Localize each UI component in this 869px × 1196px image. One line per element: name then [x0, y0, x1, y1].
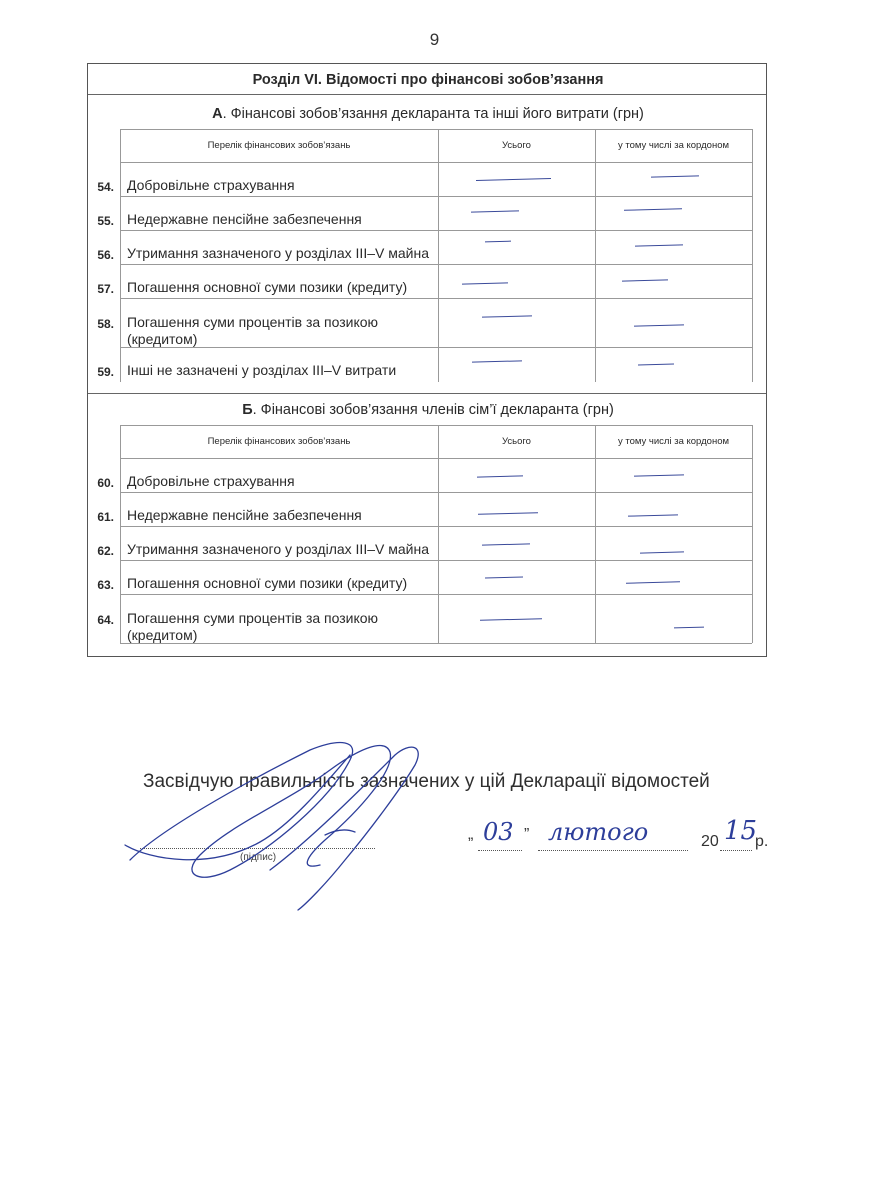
part-b-title-text: . Фінансові зобов’язання членів сім’ї декларанта (грн) [252, 402, 614, 418]
date-year-suffix: 15 [724, 816, 758, 846]
signature-mark [120, 730, 450, 920]
table-b-head-bottom [120, 458, 752, 459]
row-number: 55. [97, 214, 114, 228]
table-a-top [120, 129, 752, 130]
col-line [438, 425, 439, 643]
row-number: 57. [97, 282, 114, 296]
part-a-title [88, 106, 768, 122]
handwritten-dash [480, 618, 542, 621]
handwritten-dash [477, 475, 523, 477]
row-label: Недержавне пенсійне забезпечення [127, 211, 362, 227]
col-line [120, 129, 121, 382]
handwritten-dash [635, 244, 683, 246]
row-line [120, 560, 752, 561]
row-number: 63. [97, 578, 114, 592]
row-number: 58. [97, 317, 114, 331]
col-header-total: Усього [502, 140, 531, 151]
signature-caption: (підпис) [240, 852, 277, 863]
row-number: 54. [97, 180, 114, 194]
col-line [120, 425, 121, 643]
handwritten-dash [482, 543, 530, 545]
date-year-abbr: р. [755, 833, 769, 850]
table-b-top [120, 425, 752, 426]
col-line [752, 425, 753, 643]
handwritten-dash [638, 364, 674, 366]
year-line [720, 850, 752, 851]
handwritten-dash [478, 512, 538, 515]
handwritten-dash [640, 551, 684, 553]
handwritten-dash [674, 627, 704, 629]
handwritten-dash [634, 474, 684, 476]
divider [88, 393, 766, 394]
handwritten-dash [626, 581, 680, 583]
handwritten-dash [476, 178, 551, 181]
col-line [438, 129, 439, 382]
row-number: 60. [97, 476, 114, 490]
row-line [120, 264, 752, 265]
row-number: 62. [97, 544, 114, 558]
row-label: Утримання зазначеного у розділах III–V майна [127, 245, 429, 261]
day-line [478, 850, 522, 851]
col-header-abroad: у тому числі за кордоном [617, 140, 730, 151]
certification-statement: Засвідчую правильність зазначених у цій Декларації відомостей [143, 771, 710, 792]
col-line [595, 425, 596, 643]
table-a-head-bottom [120, 162, 752, 163]
part-b-letter: Б [242, 402, 253, 418]
handwritten-dash [462, 282, 508, 284]
col-header-list: Перелік фінансових зобов’язань [207, 140, 351, 151]
row-number: 59. [97, 365, 114, 379]
date-month: лютого [548, 818, 649, 846]
handwritten-dash [472, 360, 522, 362]
handwritten-dash [651, 175, 699, 177]
row-label: Погашення суми процентів за позикою (кредитом) [127, 314, 379, 347]
row-number: 61. [97, 510, 114, 524]
form-frame [87, 63, 767, 657]
section-title: Розділ VI. Відомості про фінансові зобов’язання [252, 72, 604, 88]
date-quote-open: „ [468, 826, 474, 843]
row-line [120, 230, 752, 231]
date-year-prefix: 20 [701, 833, 719, 850]
row-label: Утримання зазначеного у розділах III–V майна [127, 541, 429, 557]
row-line [120, 298, 752, 299]
row-label: Погашення суми процентів за позикою (кредитом) [127, 610, 379, 643]
handwritten-dash [624, 208, 682, 211]
row-line [120, 526, 752, 527]
month-line [538, 850, 688, 851]
col-header-abroad: у тому числі за кордоном [617, 436, 730, 447]
divider [88, 94, 766, 95]
row-line [120, 196, 752, 197]
row-label: Добровільне страхування [127, 177, 295, 193]
row-number: 56. [97, 248, 114, 262]
row-label: Добровільне страхування [127, 473, 295, 489]
row-label: Погашення основної суми позики (кредиту) [127, 279, 408, 295]
col-line [752, 129, 753, 382]
part-a-letter: А [212, 106, 223, 122]
col-header-list: Перелік фінансових зобов’язань [207, 436, 351, 447]
date-quote-close: ” [524, 826, 530, 843]
handwritten-dash [628, 514, 678, 516]
part-b-title [88, 402, 768, 418]
row-line [120, 492, 752, 493]
col-header-total: Усього [502, 436, 531, 447]
row-label: Інші не зазначені у розділах III–V витрати [127, 362, 397, 378]
handwritten-dash [485, 577, 523, 579]
page-number: 9 [429, 30, 440, 49]
col-line [595, 129, 596, 382]
handwritten-dash [622, 279, 668, 281]
row-label: Погашення основної суми позики (кредиту) [127, 575, 408, 591]
date-day: 03 [483, 818, 514, 846]
row-number: 64. [97, 613, 114, 627]
row-line [120, 594, 752, 595]
handwritten-dash [482, 315, 532, 317]
handwritten-dash [634, 324, 684, 326]
handwritten-dash [471, 210, 519, 212]
part-a-title-text: . Фінансові зобов’язання декларанта та інші його витрати (грн) [222, 106, 644, 122]
handwritten-dash [485, 241, 511, 243]
row-label: Недержавне пенсійне забезпечення [127, 507, 362, 523]
